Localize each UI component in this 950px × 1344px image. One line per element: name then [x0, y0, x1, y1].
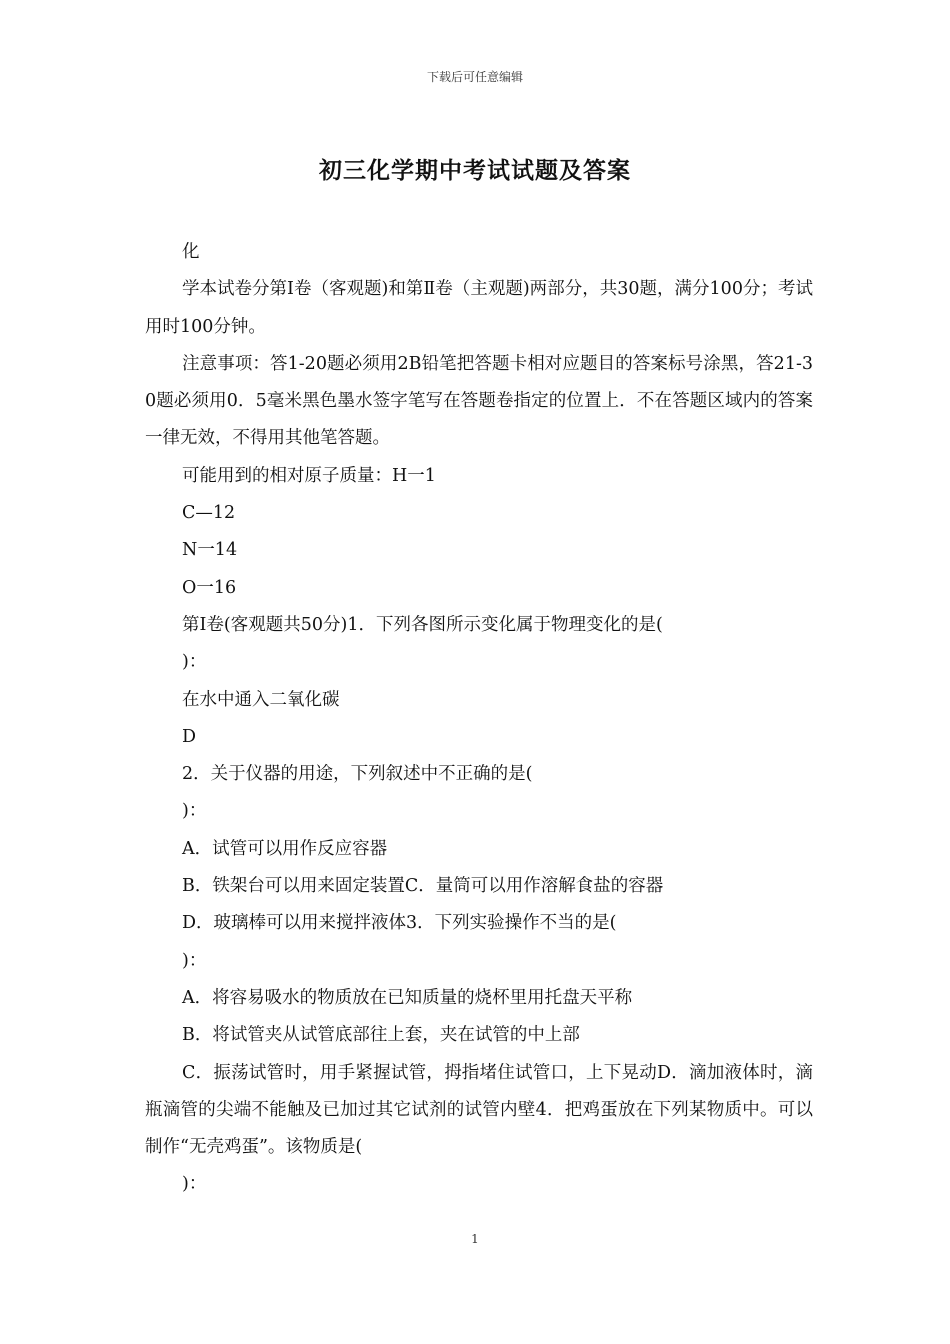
paragraph: O一16 [182, 577, 237, 598]
paragraph: C—12 [182, 503, 236, 524]
document-title: 初三化学期中考试试题及答案 [319, 157, 631, 184]
paragraph: A．试管可以用作反应容器 [182, 838, 388, 859]
paragraph: 在水中通入二氧化碳 [182, 689, 340, 710]
paragraph: D．玻璃棒可以用来搅拌液体3．下列实验操作不当的是( [182, 913, 617, 934]
paragraph: C．振荡试管时，用手紧握试管，拇指堵住试管口，上下晃动D．滴加液体时，滴瓶滴管的尖端不能触及已加过其它试剂的试管内壁4．把鸡蛋放在下列某物质中。可以制作“无壳鸡蛋”。该物质是( [145, 1062, 813, 1158]
header-note: 下载后可任意编辑 [426, 70, 523, 84]
paragraph: N一14 [182, 540, 238, 561]
paragraph: )： [182, 1174, 207, 1195]
paragraph: )： [182, 950, 207, 971]
paragraph: 第Ⅰ卷(客观题共50分)1．下列各图所示变化属于物理变化的是( [182, 614, 663, 635]
paragraph: B．将试管夹从试管底部往上套，夹在试管的中上部 [182, 1025, 580, 1046]
paragraph: 化 [182, 242, 200, 262]
paragraph: 注意事项：答1-20题必须用2B铅笔把答题卡相对应题目的答案标号涂黑，答21-30题必须用0．5毫米黑色墨水签字笔写在答题卷指定的位置上．不在答题区域内的答案一律无效，不得用其他笔答题。 [145, 353, 813, 449]
paragraph: )： [182, 652, 207, 673]
paragraph: B．铁架台可以用来固定装置C．量筒可以用作溶解食盐的容器 [182, 876, 664, 897]
document-body [145, 234, 813, 1204]
paragraph: 学本试卷分第Ⅰ卷（客观题)和第Ⅱ卷（主观题)两部分，共30题，满分100分；考试用时100分钟。 [145, 279, 813, 337]
paragraph: A．将容易吸水的物质放在已知质量的烧杯里用托盘天平称 [182, 987, 633, 1008]
page-number: 1 [471, 1232, 479, 1246]
paragraph: )： [182, 801, 207, 822]
paragraph: D [182, 726, 197, 747]
paragraph: 可能用到的相对原子质量：H一1 [182, 465, 436, 486]
paragraph: 2．关于仪器的用途，下列叙述中不正确的是( [182, 764, 533, 785]
